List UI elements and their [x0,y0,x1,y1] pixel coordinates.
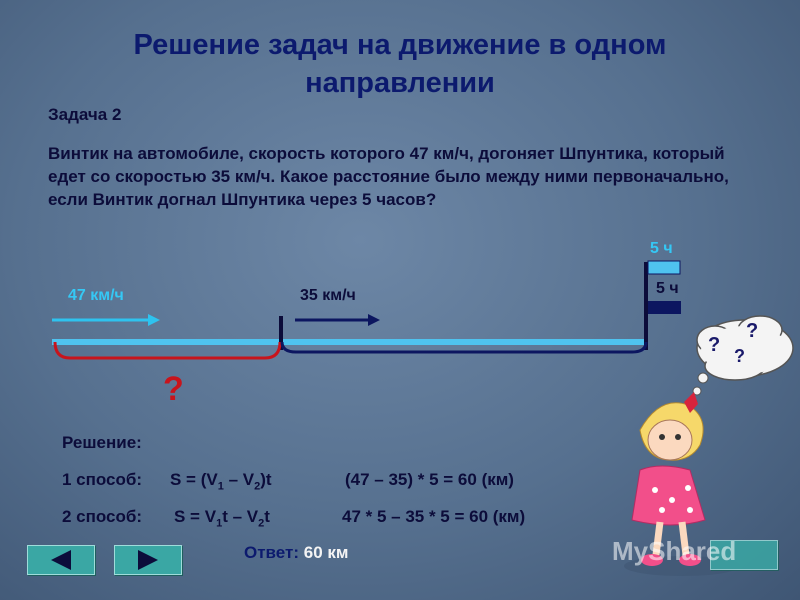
speed2-label: 35 км/ч [300,287,356,304]
watermark: MyShared [612,536,737,566]
cloud-question-3: ? [734,346,745,366]
cloud-question-1: ? [708,334,721,356]
way1-label: 1 способ: [62,470,143,489]
flag-dark [648,301,681,314]
way2-label: 2 способ: [62,507,143,526]
answer-value: 60 км [303,543,349,562]
arrow-car2-head [368,314,380,326]
problem-title: Задача 2 [48,105,122,124]
slide-title: Решение задач на движение в одном направлении [133,29,667,99]
cloud-question-2: ? [746,320,759,342]
time-flag1-label: 5 ч [650,240,673,257]
way2-calc: 47 * 5 – 35 * 5 = 60 (км) [342,507,526,526]
way1-calc: (47 – 35) * 5 = 60 (км) [345,470,514,489]
answer-line [244,543,348,563]
back-button[interactable] [27,545,95,575]
way2-formula: $S = V_1t - V_2t$ [174,507,270,530]
forward-button[interactable] [114,545,182,575]
answer-label: Ответ: [244,543,299,562]
unknown-distance-mark: ? [163,370,184,408]
triangle-right-icon [115,546,181,574]
way1-formula: $S = (V_1 - V_2)t$ [170,470,272,493]
flag-light [648,261,680,274]
problem-text: Винтик на автомобиле, скорость которого 47 км/ч, догоняет Шпунтика, который едет со скоростью 35 км/ч. Какое расстояние было между ними первоначально, если Винтик догнал Шпунтика через 5 часов? [48,144,729,209]
arrow-car1-head [148,314,160,326]
speed1-label: 47 км/ч [68,287,124,304]
time-flag2-label: 5 ч [656,280,679,297]
triangle-left-icon [28,546,94,574]
solution-heading: Решение: [62,433,142,452]
